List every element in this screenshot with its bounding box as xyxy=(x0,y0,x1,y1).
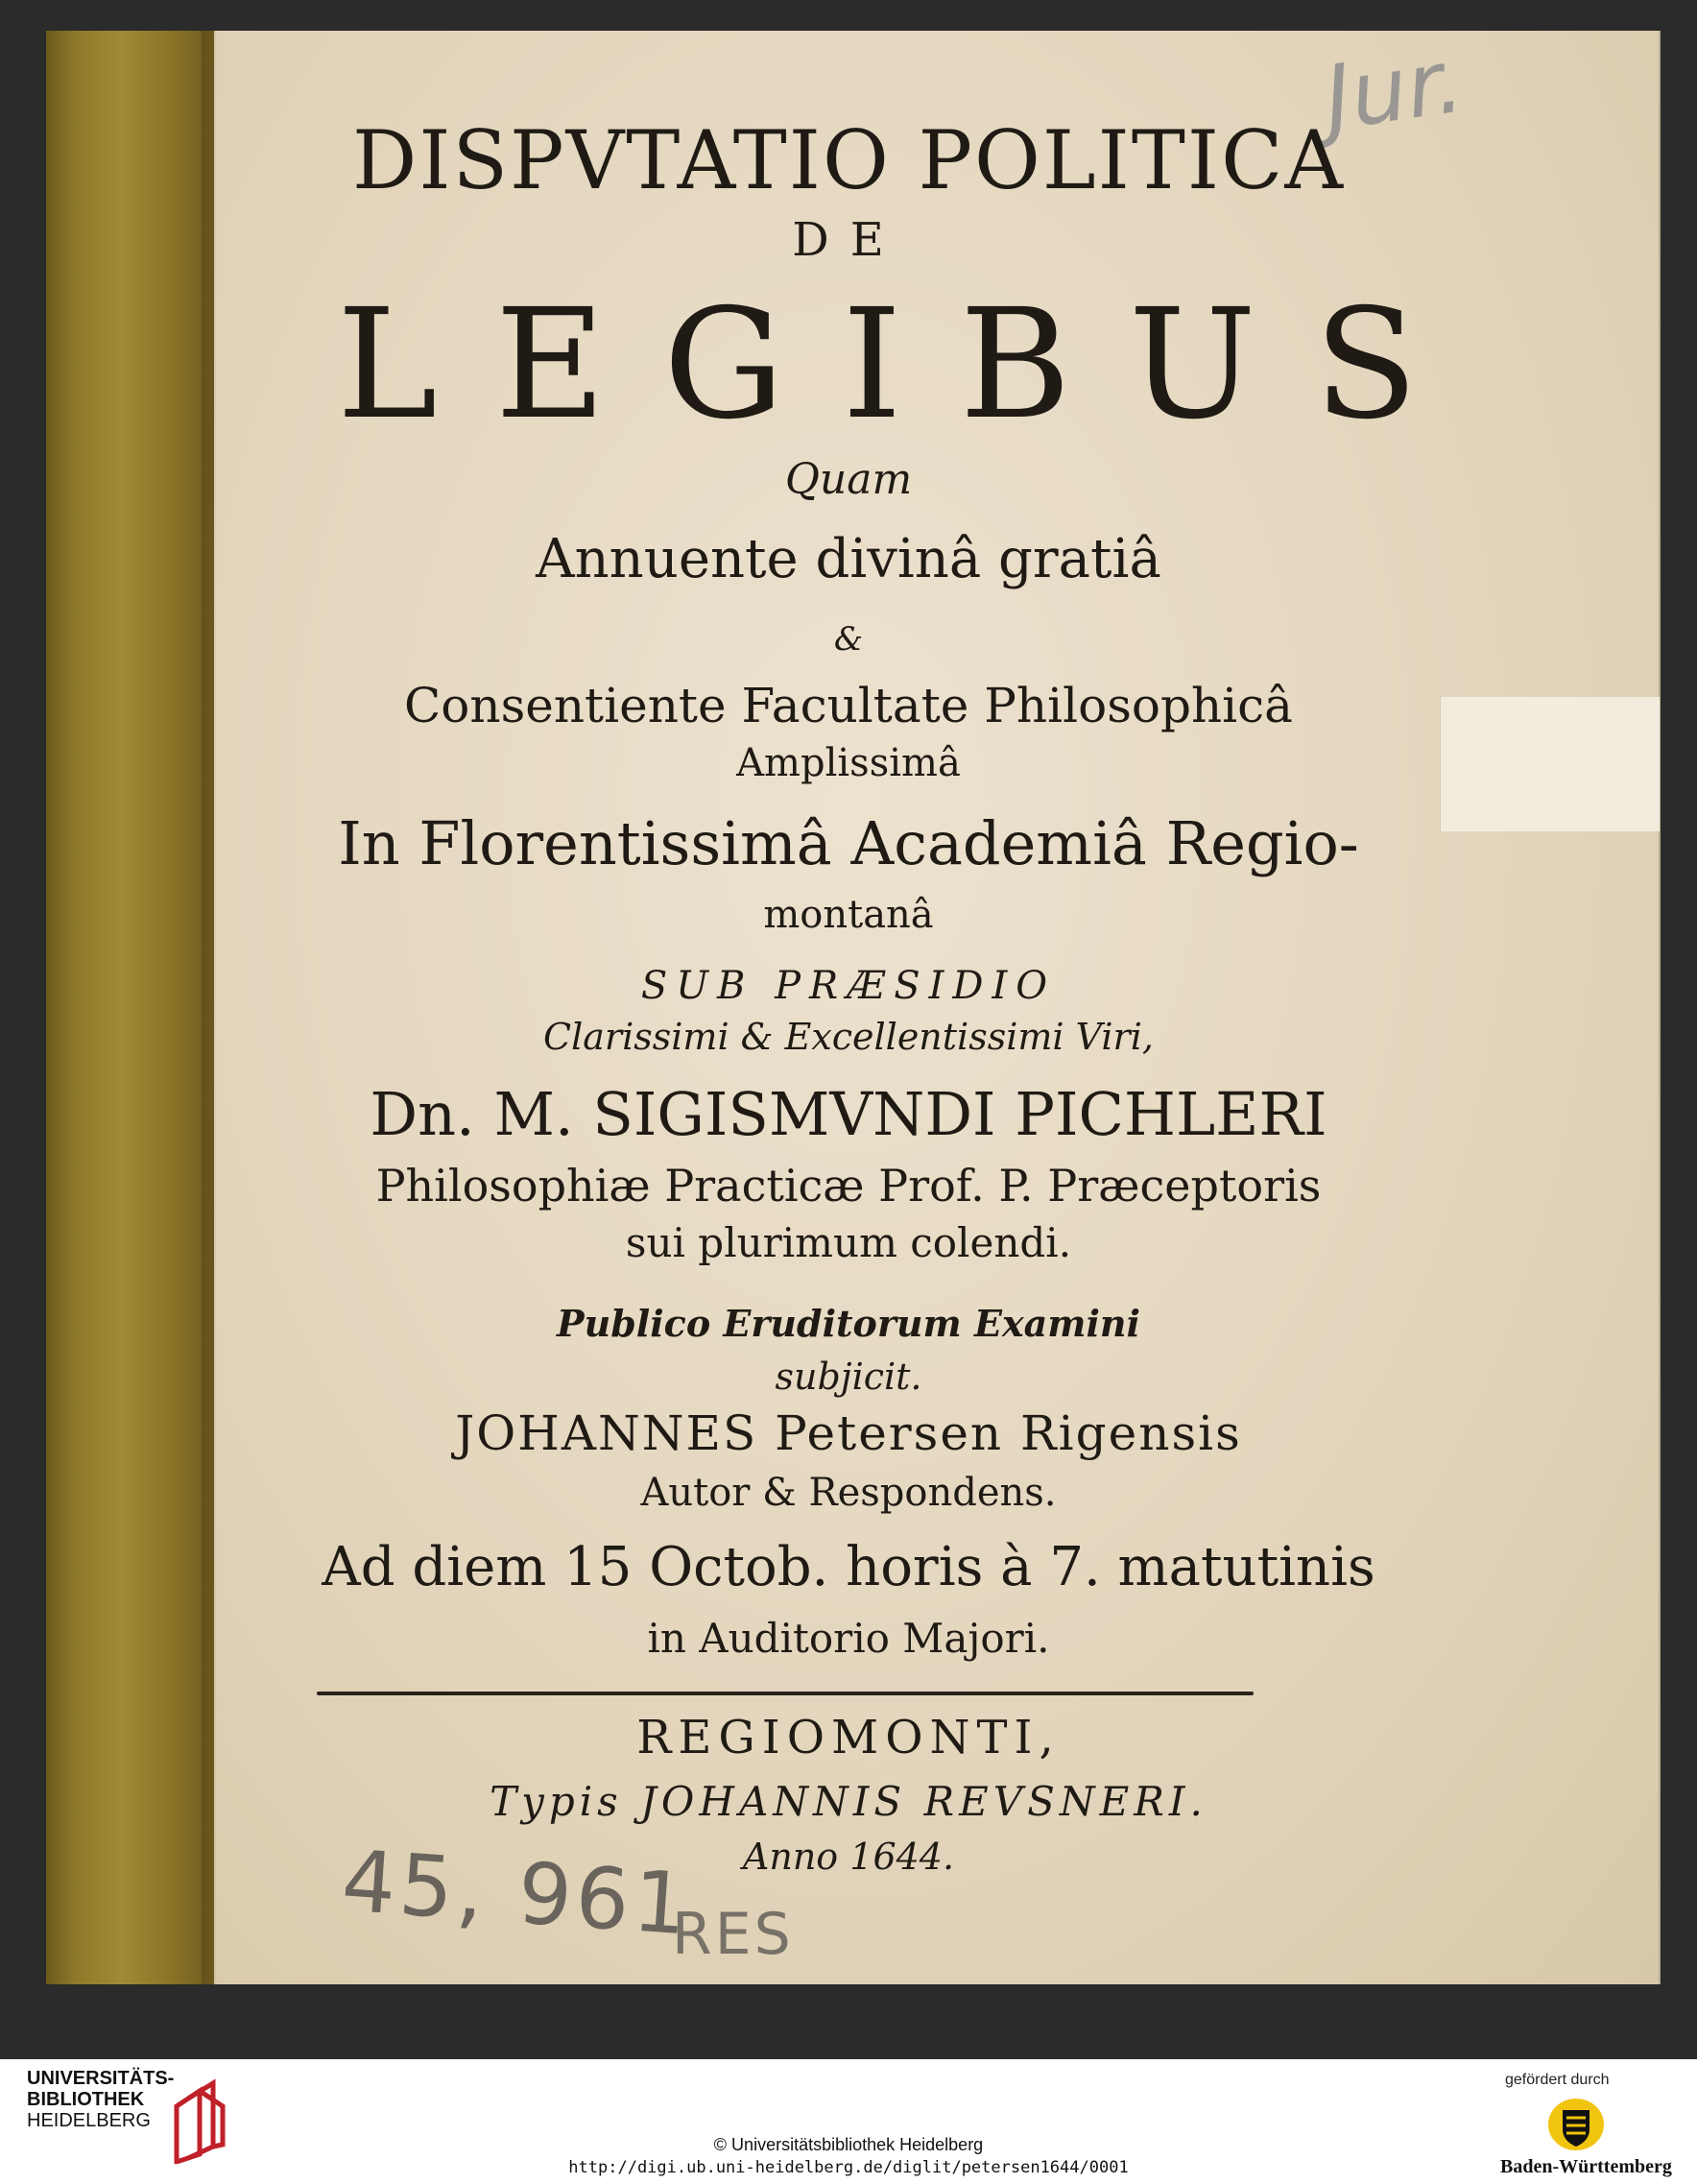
text-clarissimi: Clarissimi & Excellentissimi Viri, xyxy=(543,1016,1154,1058)
text-auditorio: in Auditorio Majori. xyxy=(647,1615,1050,1662)
library-name-line1: UNIVERSITÄTS- xyxy=(27,2068,175,2089)
state-coat-of-arms-icon xyxy=(1547,2097,1605,2152)
title-disputatio: DISPVTATIO POLITICA xyxy=(351,113,1346,207)
funder-name: Baden-Württemberg xyxy=(1500,2156,1672,2177)
library-name-line3: HEIDELBERG xyxy=(27,2110,151,2131)
library-name xyxy=(27,2068,174,2131)
text-respondent: JOHANNES Petersen Rigensis xyxy=(455,1405,1242,1461)
text-quam: Quam xyxy=(784,455,913,504)
text-printer: Typis JOHANNIS REVSNERI. xyxy=(490,1778,1207,1825)
text-annuente: Annuente divinâ gratiâ xyxy=(536,528,1161,590)
divider-rule xyxy=(317,1692,1254,1695)
text-praeses-name: Dn. M. SIGISMVNDI PICHLERI xyxy=(370,1079,1327,1149)
text-in-florentissima: In Florentissimâ Academiâ Regio- xyxy=(338,808,1359,878)
funded-by-text: gefördert durch xyxy=(1505,2072,1610,2088)
text-ampersand: & xyxy=(833,620,864,659)
text-sui-plurimum: sui plurimum colendi. xyxy=(625,1219,1072,1266)
text-ad-diem: Ad diem 15 Octob. horis à 7. matutinis xyxy=(322,1536,1375,1598)
text-subjicit: subjicit. xyxy=(775,1356,922,1398)
text-philosophiae: Philosophiæ Practicæ Prof. P. Præceptoris xyxy=(375,1160,1322,1212)
handwritten-shelfmark: 45, 961 xyxy=(338,1831,695,1955)
handwritten-corner-note: Jur. xyxy=(1318,29,1470,151)
handwritten-res-mark: RES xyxy=(672,1901,794,1968)
title-legibus: LEGIBUS xyxy=(336,276,1476,453)
text-year: Anno 1644. xyxy=(742,1836,955,1878)
text-sub-praesidio: SUB PRÆSIDIO xyxy=(640,964,1057,1008)
text-publico: Publico Eruditorum Examini xyxy=(557,1302,1140,1345)
library-name-line2: BIBLIOTHEK xyxy=(27,2089,145,2110)
permalink-url[interactable]: http://digi.ub.uni-heidelberg.de/diglit/petersen1644/0001 xyxy=(568,2158,1129,2177)
title-de: DE xyxy=(792,213,905,267)
text-autor: Autor & Respondens. xyxy=(640,1471,1057,1515)
text-place: REGIOMONTI, xyxy=(636,1711,1061,1764)
text-montana: montanâ xyxy=(763,893,934,937)
text-consentiente: Consentiente Facultate Philosophicâ xyxy=(404,678,1293,733)
text-amplissima: Amplissimâ xyxy=(736,741,961,785)
copyright-text: © Universitätsbibliothek Heidelberg xyxy=(713,2135,984,2154)
